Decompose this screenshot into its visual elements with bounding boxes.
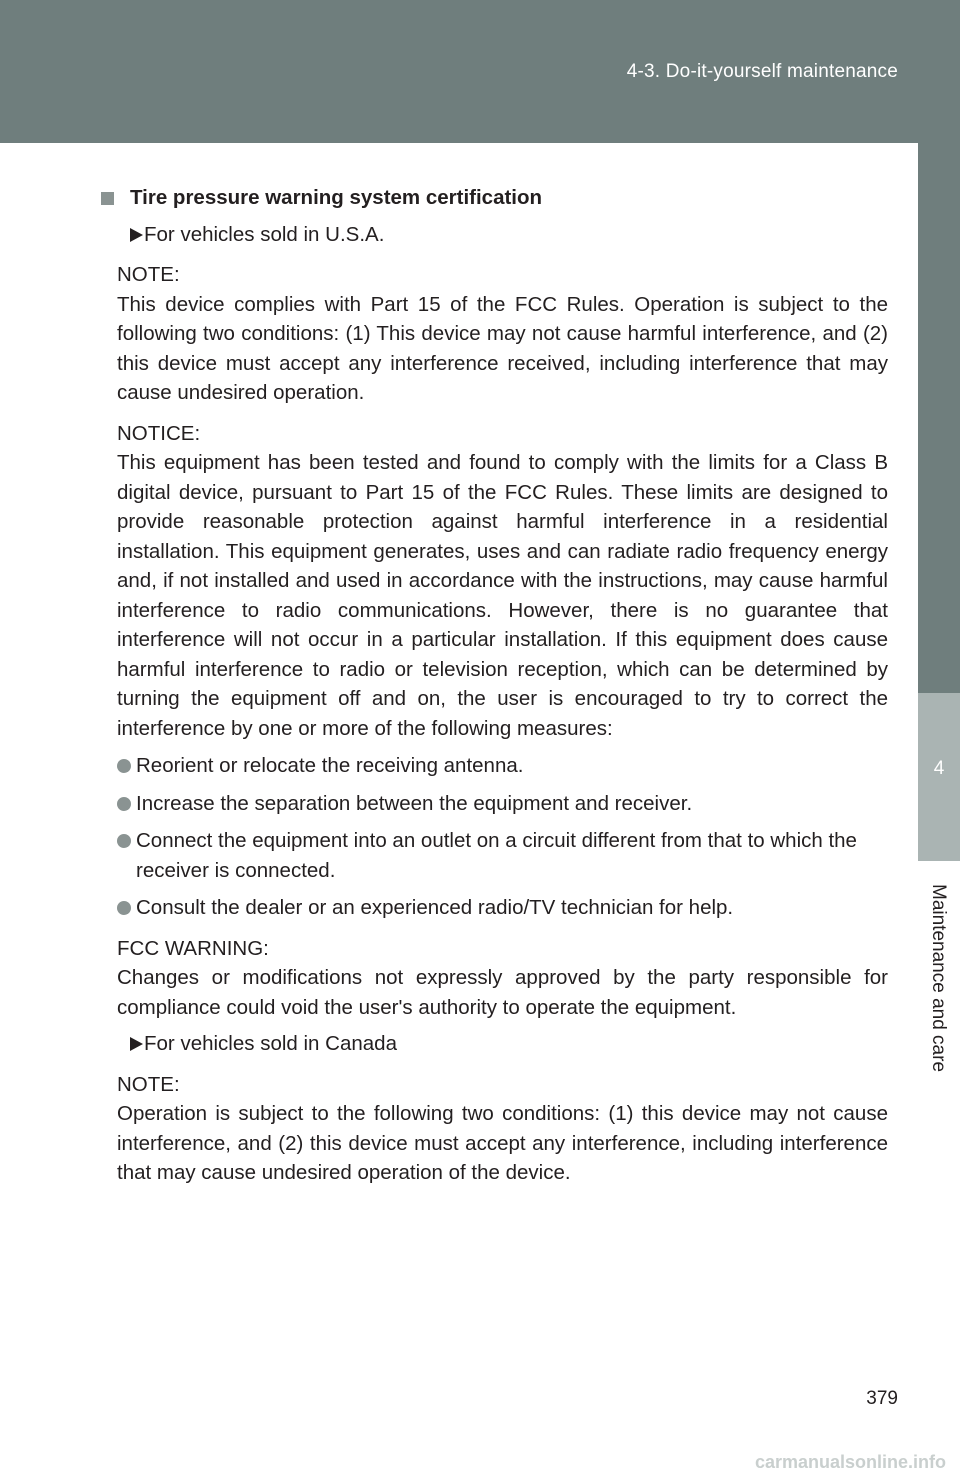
canada-note-text: Operation is subject to the following two conditions: (1) this device may not cause interference, and (2) this device must accept any interference, including interference that may cause undesired operation of the device. <box>117 1102 888 1184</box>
page-number: 379 <box>866 1388 898 1409</box>
circle-bullet-icon <box>117 797 131 811</box>
section-title: 4-3. Do-it-yourself maintenance <box>626 61 898 82</box>
page-content <box>117 183 888 1188</box>
list-item <box>117 826 888 885</box>
page-header <box>0 0 960 143</box>
canada-subheading <box>117 1029 888 1059</box>
section-heading-text: Tire pressure warning system certification <box>130 186 543 209</box>
triangle-pointer-icon <box>130 1037 143 1051</box>
square-bullet-icon <box>101 192 114 205</box>
fcc-warning-text: Changes or modifications not expressly approved by the party responsible for compliance could void the user's authority to operate the equipment. <box>117 966 888 1019</box>
circle-bullet-icon <box>117 834 131 848</box>
list-item <box>117 789 888 819</box>
circle-bullet-icon <box>117 759 131 773</box>
list-item-text: Connect the equipment into an outlet on a circuit different from that to which the receiver is connected. <box>136 829 857 882</box>
chapter-number: 4 <box>933 758 945 779</box>
list-item-text: Reorient or relocate the receiving antenna. <box>136 754 524 777</box>
usa-note-title: NOTE: <box>117 263 180 286</box>
usa-subheading-text: For vehicles sold in U.S.A. <box>144 222 385 246</box>
list-item <box>117 751 888 781</box>
usa-subheading <box>117 220 888 250</box>
section-heading <box>110 183 888 213</box>
triangle-pointer-icon <box>130 228 143 242</box>
usa-note-text: This device complies with Part 15 of the FCC Rules. Operation is subject to the following two conditions: (1) This device may not cause harmful interference, and (2) this device must accept any interference received, including interference that may cause undesired operation. <box>117 292 888 404</box>
circle-bullet-icon <box>117 901 131 915</box>
watermark: carmanualsonline.info <box>754 1452 946 1472</box>
chapter-label: Maintenance and care <box>928 884 949 1073</box>
list-item-text: Increase the separation between the equipment and receiver. <box>136 791 693 815</box>
list-item-text: Consult the dealer or an experienced radio/TV technician for help. <box>136 896 734 919</box>
notice-text: This equipment has been tested and found to comply with the limits for a Class B digital device, pursuant to Part 15 of the FCC Rules. These limits are designed to provide reasonable protection against harmful interference in a residential installation. This equipment generates, uses and can radiate radio frequency energy and, if not installed and used in accordance with the instructions, may cause harmful interference to radio communications. However, there is no guarantee that interference will not occur in a particular installation. If this equipment does cause harmful interference to radio or television reception, which can be determined by turning the equipment off and on, the user is encouraged to try to correct the interference by one or more of the following measures: <box>117 451 888 740</box>
list-item <box>117 893 888 923</box>
notice-title: NOTICE: <box>117 421 201 445</box>
fcc-warning-title: FCC WARNING: <box>117 936 269 960</box>
canada-note-title: NOTE: <box>117 1072 180 1096</box>
canada-subheading-text: For vehicles sold in Canada <box>144 1032 397 1055</box>
